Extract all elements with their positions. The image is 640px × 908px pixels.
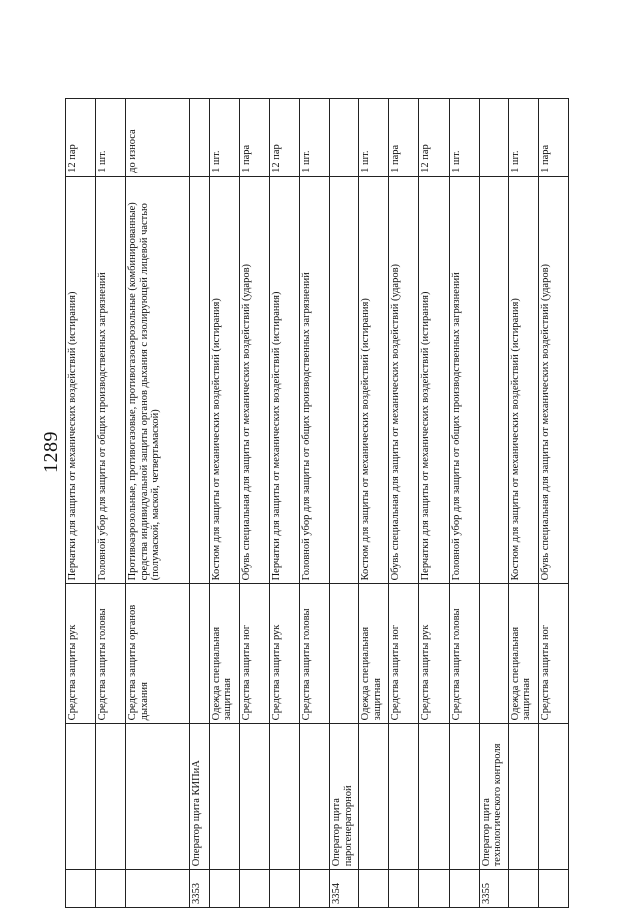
table-row: [389, 99, 419, 908]
ppe-category: Одежда специальная защитная: [359, 584, 389, 724]
issue-norm: 12 пар: [419, 99, 449, 177]
ppe-item: Обувь специальная для защиты от механических воздействий (ударов): [538, 176, 568, 584]
profession-name: [508, 724, 538, 870]
table-row: [209, 99, 239, 908]
table-row: [96, 99, 126, 908]
table-row: [66, 99, 96, 908]
row-number: [508, 870, 538, 908]
profession-name: Оператор щита КИПиА: [189, 724, 209, 870]
row-number: [126, 870, 190, 908]
row-number: [239, 870, 269, 908]
table-row: [419, 99, 449, 908]
issue-norm: 1 шт.: [449, 99, 479, 177]
table-row: [189, 99, 209, 908]
profession-name: [126, 724, 190, 870]
ppe-category: Средства защиты головы: [449, 584, 479, 724]
ppe-item: Перчатки для защиты от механических воздействий (истирания): [66, 176, 96, 584]
ppe-item: [479, 176, 508, 584]
table-row: [270, 99, 300, 908]
ppe-category: Средства защиты рук: [419, 584, 449, 724]
ppe-item: Костюм для защиты от механических воздействий (истирания): [359, 176, 389, 584]
ppe-item: Противоаэрозольные, противогазовые, противогазоаэрозольные (комбинированные) средства индивидуальной защиты органов дыхания с изолирующей лицевой частью (полумаской, маской, четвертьмаской): [126, 176, 190, 584]
profession-name: [449, 724, 479, 870]
profession-name: Оператор щита парогенераторной: [330, 724, 359, 870]
ppe-item: [189, 176, 209, 584]
table-row: [300, 99, 330, 908]
table-row: [126, 99, 190, 908]
table-row: [538, 99, 568, 908]
row-number: [449, 870, 479, 908]
table-row: [239, 99, 269, 908]
row-number: 3354: [330, 870, 359, 908]
ppe-item: Головной убор для защиты от общих производственных загрязнений: [300, 176, 330, 584]
row-number: [270, 870, 300, 908]
ppe-category: Средства защиты ног: [239, 584, 269, 724]
table-row: [359, 99, 389, 908]
issue-norm: 1 шт.: [508, 99, 538, 177]
ppe-category: [189, 584, 209, 724]
profession-name: [96, 724, 126, 870]
profession-name: [209, 724, 239, 870]
row-number: [300, 870, 330, 908]
row-number: [209, 870, 239, 908]
ppe-category: [479, 584, 508, 724]
ppe-category: Средства защиты головы: [96, 584, 126, 724]
row-number: [419, 870, 449, 908]
issue-norm: 1 пара: [538, 99, 568, 177]
profession-name: [300, 724, 330, 870]
ppe-category: Средства защиты ног: [389, 584, 419, 724]
table-row: [508, 99, 538, 908]
issue-norm: [189, 99, 209, 177]
ppe-item: Перчатки для защиты от механических воздействий (истирания): [270, 176, 300, 584]
issue-norm: [479, 99, 508, 177]
table-row: [449, 99, 479, 908]
profession-name: [538, 724, 568, 870]
profession-name: [66, 724, 96, 870]
profession-name: [239, 724, 269, 870]
issue-norm: 12 пар: [270, 99, 300, 177]
ppe-category: Средства защиты рук: [270, 584, 300, 724]
table-row: [479, 99, 508, 908]
ppe-item: Головной убор для защиты от общих производственных загрязнений: [449, 176, 479, 584]
issue-norm: до износа: [126, 99, 190, 177]
ppe-norms-table: [65, 98, 569, 908]
ppe-category: Средства защиты рук: [66, 584, 96, 724]
row-number: [96, 870, 126, 908]
row-number: [389, 870, 419, 908]
ppe-category: Средства защиты органов дыхания: [126, 584, 190, 724]
ppe-item: Костюм для защиты от механических воздействий (истирания): [508, 176, 538, 584]
table-row: [330, 99, 359, 908]
ppe-item: Обувь специальная для защиты от механических воздействий (ударов): [239, 176, 269, 584]
issue-norm: 1 шт.: [359, 99, 389, 177]
ppe-category: [330, 584, 359, 724]
profession-name: Оператор щита технологического контроля: [479, 724, 508, 870]
ppe-item: Костюм для защиты от механических воздействий (истирания): [209, 176, 239, 584]
ppe-item: Перчатки для защиты от механических воздействий (истирания): [419, 176, 449, 584]
issue-norm: 1 пара: [239, 99, 269, 177]
page-number-text: 1289: [40, 431, 62, 473]
table-body: [66, 99, 569, 908]
row-number: [359, 870, 389, 908]
profession-name: [359, 724, 389, 870]
row-number: 3353: [189, 870, 209, 908]
ppe-category: Одежда специальная защитная: [209, 584, 239, 724]
ppe-item: Головной убор для защиты от общих производственных загрязнений: [96, 176, 126, 584]
issue-norm: 12 пар: [66, 99, 96, 177]
ppe-norms-table-rotated: [65, 98, 569, 908]
row-number: 3355: [479, 870, 508, 908]
issue-norm: [330, 99, 359, 177]
profession-name: [270, 724, 300, 870]
issue-norm: 1 пара: [389, 99, 419, 177]
row-number: [66, 870, 96, 908]
issue-norm: 1 шт.: [209, 99, 239, 177]
ppe-category: Одежда специальная защитная: [508, 584, 538, 724]
profession-name: [389, 724, 419, 870]
row-number: [538, 870, 568, 908]
issue-norm: 1 шт.: [300, 99, 330, 177]
ppe-category: Средства защиты головы: [300, 584, 330, 724]
ppe-item: [330, 176, 359, 584]
ppe-category: Средства защиты ног: [538, 584, 568, 724]
ppe-item: Обувь специальная для защиты от механических воздействий (ударов): [389, 176, 419, 584]
issue-norm: 1 шт.: [96, 99, 126, 177]
profession-name: [419, 724, 449, 870]
